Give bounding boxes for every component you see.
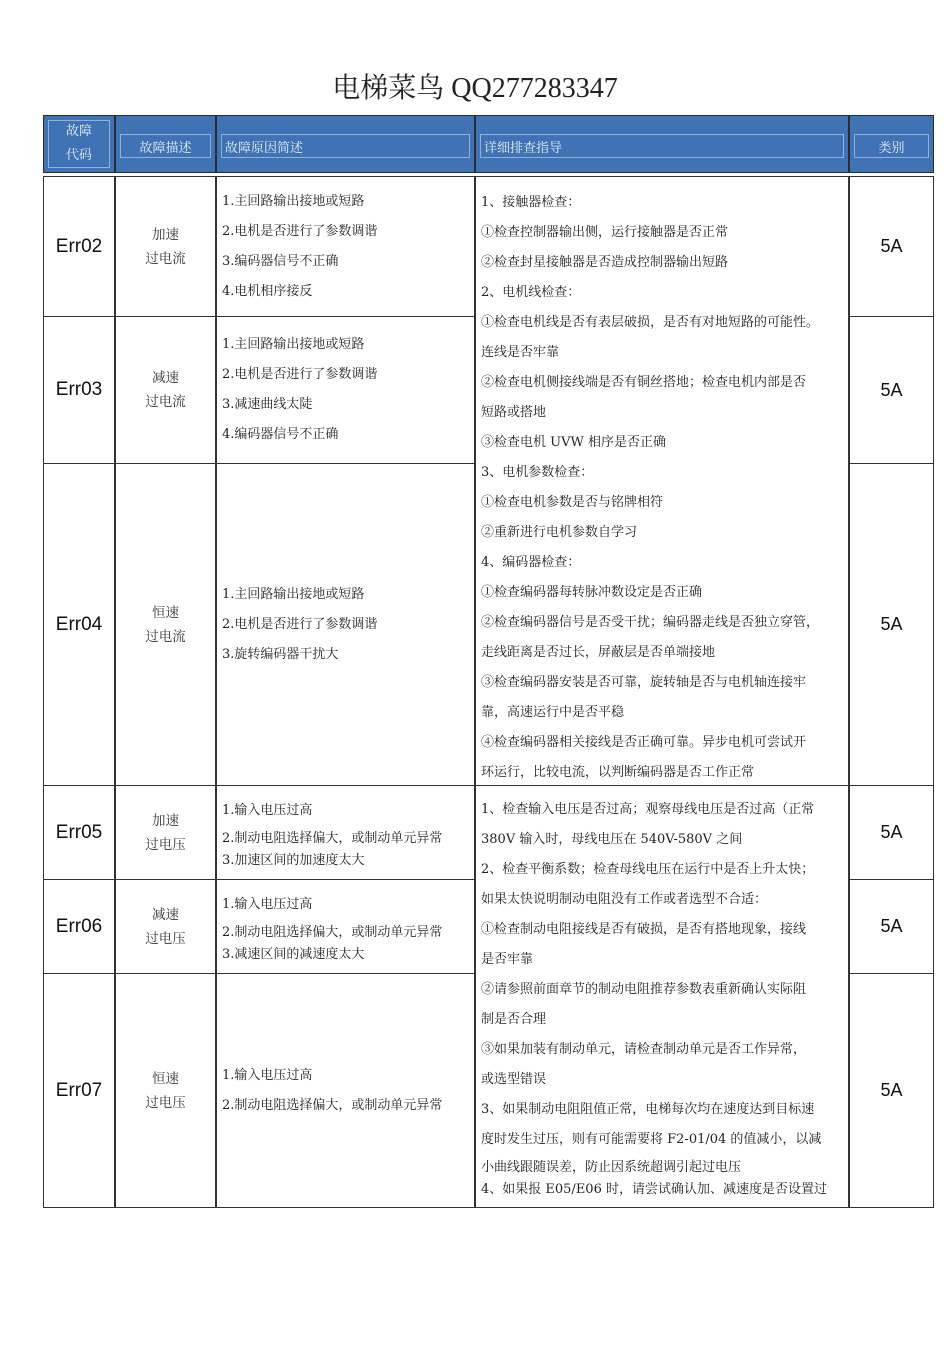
cause-item: 1.输入电压过高 xyxy=(222,896,313,912)
guide-line: ②检查封星接触器是否造成控制器输出短路 xyxy=(481,255,729,270)
guide-line: ①检查制动电阻接线是否有破损，是否有搭地现象，接线 xyxy=(481,922,807,937)
cause-item: 1.主回路输出接地或短路 xyxy=(222,193,365,209)
row-err05-code: Err05 xyxy=(43,785,115,880)
guide-line: 或选型错误 xyxy=(481,1072,547,1087)
cause-item: 1.输入电压过高 xyxy=(222,1067,313,1083)
header-cause-label: 故障原因简述 xyxy=(221,134,470,158)
row-err07-code: Err07 xyxy=(43,973,115,1208)
guide-line: 是否牢靠 xyxy=(481,952,534,967)
cause-item: 2.制动电阻选择偏大，或制动单元异常 xyxy=(222,830,443,846)
header-category-cell xyxy=(849,115,934,173)
row-err05-desc: 加速 过电压 xyxy=(115,785,216,880)
guide-line: 1、检查输入电压是否过高；观察母线电压是否过高（正常 xyxy=(481,802,815,817)
row-err04-category: 5A xyxy=(849,463,934,786)
row-err06-category: 5A xyxy=(849,879,934,974)
guide-line: 环运行，比较电流，以判断编码器是否工作正常 xyxy=(481,765,755,780)
row-err06-causes xyxy=(216,879,475,974)
page-title: 电梯菜鸟 QQ277283347 xyxy=(332,73,618,104)
cause-item: 1.主回路输出接地或短路 xyxy=(222,337,365,352)
cause-item: 3.减速区间的减速度太大 xyxy=(222,946,365,962)
cause-item: 3.减速曲线太陡 xyxy=(222,397,313,412)
guide-line: 1、接触器检查： xyxy=(481,195,581,210)
row-err06-code: Err06 xyxy=(43,879,115,974)
header-desc-label: 故障描述 xyxy=(120,134,211,158)
cause-item: 2.电机是否进行了参数调谐 xyxy=(222,223,378,239)
guide-line: ①检查控制器输出侧，运行接触器是否正常 xyxy=(481,225,729,240)
guide-line: ③检查编码器安装是否可靠，旋转轴是否与电机轴连接牢 xyxy=(481,675,807,690)
header-guide-label: 详细排查指导 xyxy=(480,134,844,158)
row-err05-causes xyxy=(216,785,475,880)
cause-item: 4.电机相序接反 xyxy=(222,283,313,299)
row-err02-causes xyxy=(216,176,475,317)
cause-item: 2.制动电阻选择偏大，或制动单元异常 xyxy=(222,1097,443,1113)
guide-line: ②检查电机侧接线端是否有铜丝搭地；检查电机内部是否 xyxy=(481,375,807,390)
guide-line: 走线距离是否过长，屏蔽层是否单端接地 xyxy=(481,645,716,660)
guide-line: 靠，高速运行中是否平稳 xyxy=(481,705,625,720)
guide-line: ②请参照前面章节的制动电阻推荐参数表重新确认实际阻 xyxy=(481,982,807,997)
guide-line: 2、电机线检查： xyxy=(481,285,581,300)
row-err04-desc: 恒速 过电流 xyxy=(115,463,216,786)
guide-line: 2、检查平衡系数；检查母线电压在运行中是否上升太快； xyxy=(481,862,815,877)
row-err07-desc: 恒速 过电压 xyxy=(115,973,216,1208)
cause-item: 2.制动电阻选择偏大，或制动单元异常 xyxy=(222,924,443,940)
guide-line: ③检查电机 UVW 相序是否正确 xyxy=(481,435,666,450)
guide-line: 4、如果报 E05/E06 时，请尝试确认加、减速度是否设置过 xyxy=(481,1182,827,1197)
guide-line: ②重新进行电机参数自学习 xyxy=(481,525,638,540)
header-code-cell xyxy=(43,115,115,173)
guide-line: 380V 输入时，母线电压在 540V-580V 之间 xyxy=(481,832,743,847)
row-err04-causes xyxy=(216,463,475,786)
guide-line: 如果太快说明制动电阻没有工作或者选型不合适： xyxy=(481,892,768,907)
row-err03-causes xyxy=(216,316,475,464)
header-guide-cell xyxy=(475,115,849,173)
guide-line: 3、电机参数检查： xyxy=(481,465,594,480)
guide-overcurrent xyxy=(475,176,849,786)
row-err02-code: Err02 xyxy=(43,176,115,317)
row-err03-category: 5A xyxy=(849,316,934,464)
row-err03-code: Err03 xyxy=(43,316,115,464)
guide-line: 短路或搭地 xyxy=(481,405,547,420)
row-err02-desc: 加速 过电流 xyxy=(115,176,216,317)
guide-line: 3、如果制动电阻阻值正常，电梯每次均在速度达到目标速 xyxy=(481,1102,815,1117)
guide-line: ①检查编码器每转脉冲数设定是否正确 xyxy=(481,585,703,600)
guide-line: ③如果加装有制动单元，请检查制动单元是否工作异常， xyxy=(481,1042,807,1057)
header-code-label xyxy=(48,120,110,168)
cause-item: 1.输入电压过高 xyxy=(222,802,313,818)
row-err03-desc: 减速 过电流 xyxy=(115,316,216,464)
guide-line: 4、编码器检查： xyxy=(481,555,581,570)
cause-item: 3.加速区间的加速度太大 xyxy=(222,852,365,868)
cause-item: 3.编码器信号不正确 xyxy=(222,253,339,269)
guide-line: ①检查电机线是否有表层破损，是否有对地短路的可能性。 xyxy=(481,315,820,330)
row-err04-code: Err04 xyxy=(43,463,115,786)
cause-item: 2.电机是否进行了参数调谐 xyxy=(222,616,378,632)
row-err06-desc: 减速 过电压 xyxy=(115,879,216,974)
cause-item: 2.电机是否进行了参数调谐 xyxy=(222,367,378,382)
guide-line: 小曲线跟随误差，防止因系统超调引起过电压 xyxy=(481,1160,742,1175)
guide-line: ②检查编码器信号是否受干扰；编码器走线是否独立穿管， xyxy=(481,615,820,630)
header-category-label: 类别 xyxy=(854,134,929,158)
cause-item: 1.主回路输出接地或短路 xyxy=(222,586,365,602)
header-code-line2: 代码 xyxy=(65,148,92,163)
guide-line: 制是否合理 xyxy=(481,1012,547,1027)
guide-line: ④检查编码器相关接线是否正确可靠。异步电机可尝试开 xyxy=(481,735,807,750)
header-desc-cell xyxy=(115,115,216,173)
row-err07-category: 5A xyxy=(849,973,934,1208)
guide-overvoltage xyxy=(475,785,849,1208)
row-err02-category: 5A xyxy=(849,176,934,317)
header-code-line1: 故障 xyxy=(65,124,92,139)
guide-line: ①检查电机参数是否与铭牌相符 xyxy=(481,495,664,510)
guide-line: 度时发生过压，则有可能需要将 F2-01/04 的值减小，以减 xyxy=(481,1132,822,1147)
cause-item: 4.编码器信号不正确 xyxy=(222,427,339,442)
row-err07-causes xyxy=(216,973,475,1208)
cause-item: 3.旋转编码器干扰大 xyxy=(222,646,339,662)
header-cause-cell xyxy=(216,115,475,173)
row-err05-category: 5A xyxy=(849,785,934,880)
guide-line: 连线是否牢靠 xyxy=(481,345,560,360)
